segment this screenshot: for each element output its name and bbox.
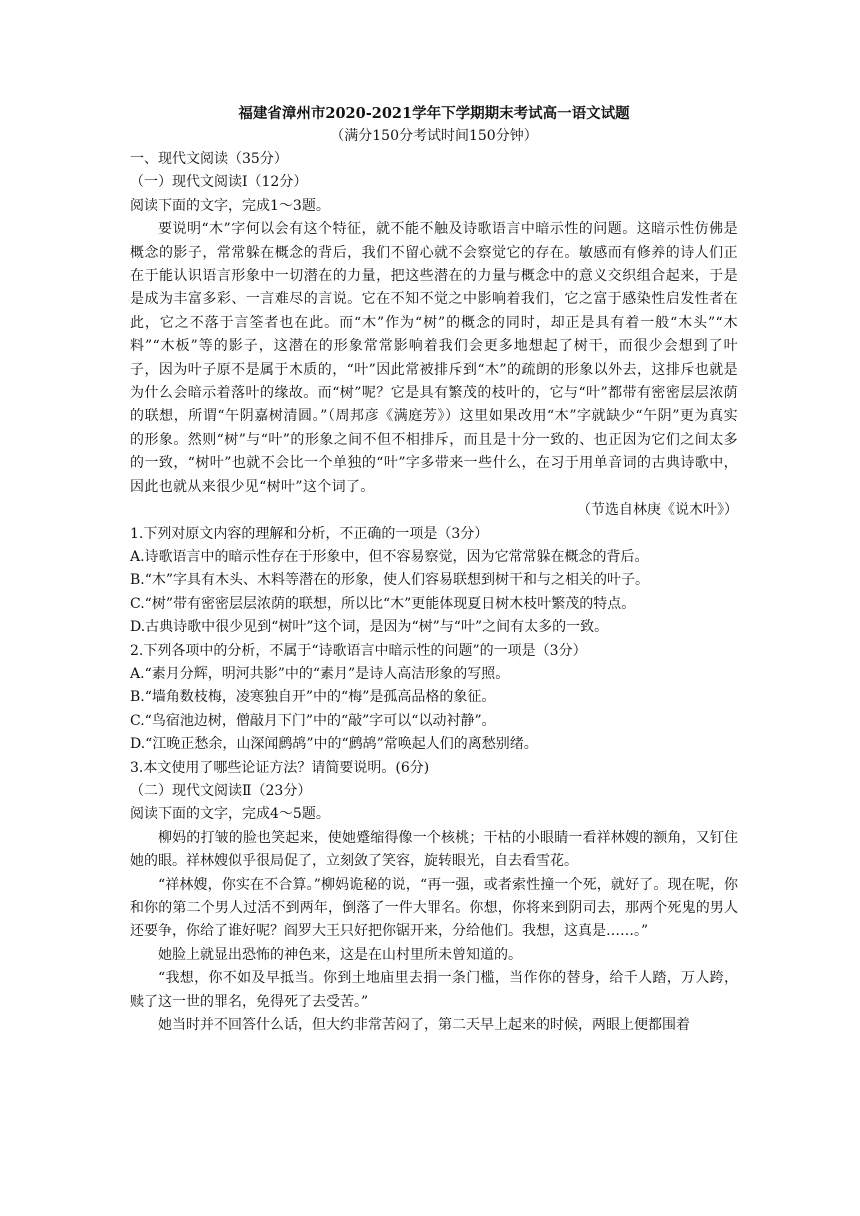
section-heading: 一、现代文阅读（35分） <box>130 151 288 167</box>
story-paragraph: 她脸上就显出恐怖的神色来，这是在山村里所未曾知道的。 <box>158 946 522 963</box>
question-2: 2.下列各项中的分析，不属于“诗歌语言中暗示性的问题”的一项是（3分） <box>130 642 587 659</box>
story-paragraph: “祥林嫂，你实在不合算。”柳妈诡秘的说，“再一强，或者索性撞一个死，就好了。现在呢，你和你的第二个男人过活不到两年，倒落了一件大罪名。你想，你将来到阴司去，那两个死鬼的男人还要争，你给了谁好呢？阎罗大王只好把你锯开来，分给他们。我想，这真是……。” <box>130 876 738 940</box>
question-1-option-a: A.诗歌语言中的暗示性存在于形象中，但不容易察觉，因为它常常躲在概念的背后。 <box>130 548 649 565</box>
question-2-option-a: A.“素月分辉，明河共影”中的“素月”是诗人高洁形象的写照。 <box>130 665 510 682</box>
question-1-option-c: C.“树”带有密密层层浓荫的联想，所以比“木”更能体现夏日树木枝叶繁茂的特点。 <box>130 595 636 612</box>
question-2-option-c: C.“鸟宿池边树，僧敲月下门”中的“敲”字可以“以动衬静”。 <box>130 712 496 729</box>
question-1-option-b: B.“木”字具有木头、木料等潜在的形象，使人们容易联想到树干和与之相关的叶子。 <box>130 572 650 589</box>
exam-title: 福建省漳州市2020-2021学年下学期期末考试高一语文试题 <box>238 105 630 122</box>
question-2-option-b: B.“墙角数枝梅，凌寒独自开”中的“梅”是孤高品格的象征。 <box>130 689 496 706</box>
part1-heading: （一）现代文阅读Ⅰ（12分） <box>130 174 308 191</box>
exam-subtitle: （满分150分考试时间150分钟） <box>330 128 538 144</box>
story-paragraph: 她当时并不回答什么话，但大约非常苦闷了，第二天早上起来的时候，两眼上便都围着 <box>158 1017 690 1034</box>
question-1-option-d: D.古典诗歌中很少见到“树叶”这个词，是因为“树”与“叶”之间有太多的一致。 <box>130 619 609 636</box>
part1-instruction: 阅读下面的文字，完成1～3题。 <box>130 197 330 214</box>
question-1: 1.下列对原文内容的理解和分析，不正确的一项是（3分） <box>130 525 489 542</box>
story-paragraph: “我想，你不如及早抵当。你到土地庙里去捐一条门槛，当作你的替身，给千人踏，万人跨，赎了这一世的罪名，免得死了去受苦。” <box>130 970 738 1010</box>
part2-heading: （二）现代文阅读Ⅱ（23分） <box>130 782 312 799</box>
story-paragraph: 柳妈的打皱的脸也笑起来，使她蹙缩得像一个核桃；干枯的小眼睛一看祥林嫂的额角，又钉住她的眼。祥林嫂似乎很局促了，立刻敛了笑容，旋转眼光，自去看雪花。 <box>130 829 738 870</box>
question-2-option-d: D.“江晚正愁余，山深闻鹧鸪”中的“鹧鸪”常唤起人们的离愁别绪。 <box>130 736 538 753</box>
part1-passage: 要说明“木”字何以会有这个特征，就不能不触及诗歌语言中暗示性的问题。这暗示性仿佛是概念的影子，常常躲在概念的背后，我们不留心就不会察觉它的存在。敏感而有修养的诗人们正在于能认识语言形象中一切潜在的力量，把这些潜在的力量与概念中的意义交织组合起来，于是是成为丰富多彩、一言难尽的言说。它在不知不觉之中影响着我们，它之富于感染性启发性者在此，它之不落于言筌者也在此。而“木”作为“树”的概念的同时，却正是具有着一般“木头”“木料”“木板”等的影子，这潜在的形象常常影响着我们会更多地想起了树干，而很少会想到了叶子，因为叶子原不是属于木质的，“叶”因此常被排斥到“木”的疏朗的形象以外去，这排斥也就是为什么会暗示着落叶的缘故。而“树”呢？它是具有繁茂的枝叶的，它与“叶”都带有密密层层浓荫的联想，所谓“午阴嘉树清圆。”（周邦彦《满庭芳》）这里如果改用“木”字就缺少“午阴”更为真实的形象。然则“树”与“叶”的形象之间不但不相排斥，而且是十分一致的、也正因为它们之间太多的一致，“树叶”也就不会比一个单独的“叶”字多带来一些什么，在习于用单音词的古典诗歌中，因此也就从来很少见“树叶”这个词了。 <box>130 221 738 495</box>
question-3: 3.本文使用了哪些论证方法？请简要说明。(6分) <box>130 759 430 776</box>
passage-source: （节选自林庚《说木叶》） <box>577 502 738 519</box>
document-body <box>130 102 738 1037</box>
part2-instruction: 阅读下面的文字，完成4～5题。 <box>130 806 330 823</box>
